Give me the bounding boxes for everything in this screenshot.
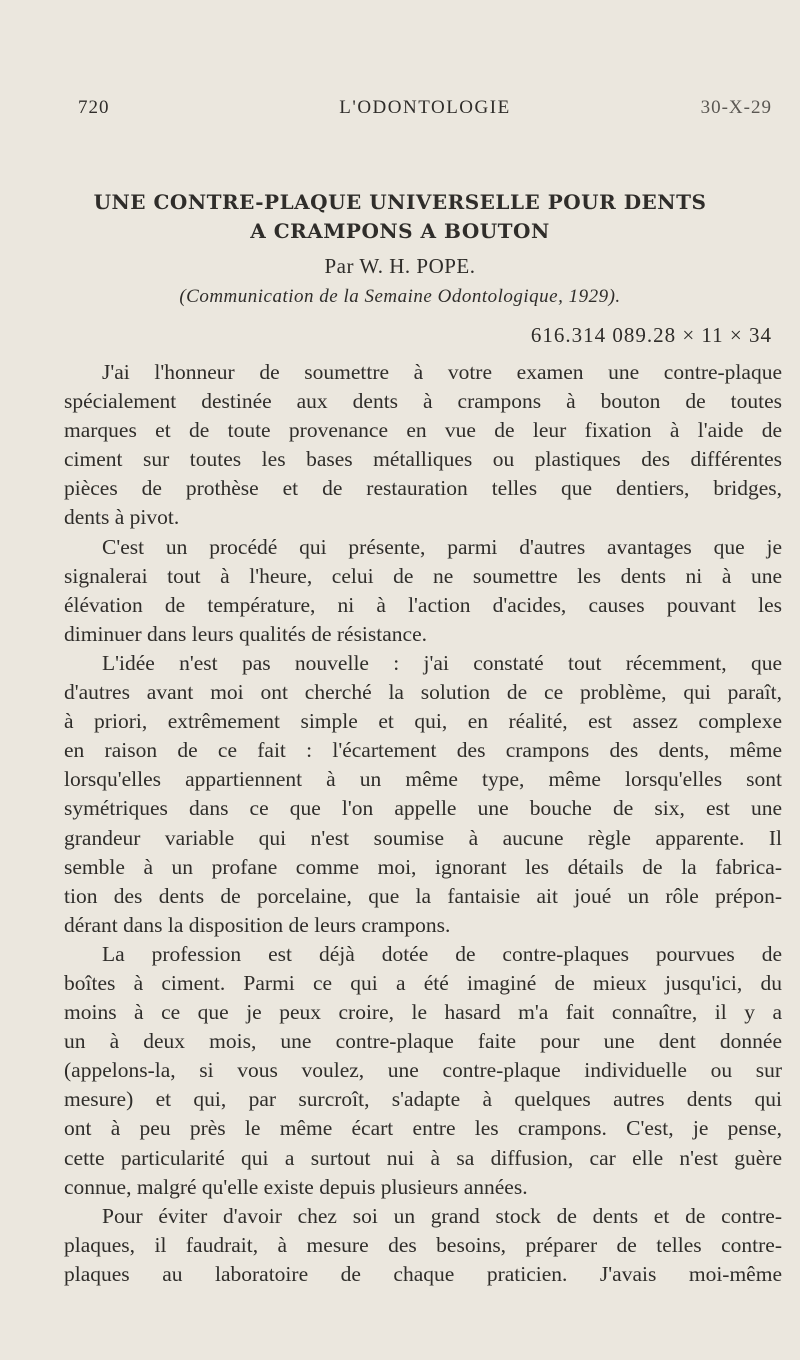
body-line: élévation de température, ni à l'action d'acides, causes pouvant les — [64, 592, 782, 617]
running-header — [78, 97, 772, 123]
body-line: Pour éviter d'avoir chez soi un grand stock de dents et de contre- — [102, 1203, 782, 1228]
communication-note: (Communication de la Semaine Odontologique, 1929). — [179, 286, 621, 307]
body-line: (appelons-la, si vous voulez, une contre-plaque individuelle ou sur — [64, 1058, 782, 1083]
body-line: d'autres avant moi ont cherché la solution de ce problème, qui paraît, — [64, 680, 782, 705]
body-line: C'est un procédé qui présente, parmi d'autres avantages que je — [102, 534, 782, 559]
body-line: un à deux mois, une contre-plaque faite pour une dent donnée — [64, 1029, 782, 1054]
body-line: L'idée n'est pas nouvelle : j'ai constaté tout récemment, que — [102, 650, 782, 675]
title-line-1: UNE CONTRE-PLAQUE UNIVERSELLE POUR DENTS — [93, 190, 707, 214]
body-line: dents à pivot. — [64, 505, 180, 530]
issue-date: 30-X-29 — [700, 97, 772, 118]
article-title — [80, 188, 720, 246]
body-line: marques et de toute provenance en vue de leur fixation à l'aide de — [64, 418, 782, 443]
body-line: symétriques dans ce que l'on appelle une bouche de six, est une — [64, 796, 782, 821]
body-line: signalerai tout à l'heure, celui de ne soumettre les dents ni à une — [64, 563, 782, 588]
classification-code: 616.314 089.28 × 11 × 34 — [530, 323, 772, 347]
body-line: connue, malgré qu'elle existe depuis plusieurs années. — [64, 1174, 528, 1199]
body-line: grandeur variable qui n'est soumise à aucune règle apparente. Il — [64, 825, 782, 850]
body-line: ont à peu près le même écart entre les crampons. C'est, je pense, — [64, 1116, 782, 1141]
body-line: moins à ce que je peux croire, le hasard m'a fait connaître, il y a — [64, 1000, 782, 1025]
journal-title: L'ODONTOLOGIE — [339, 97, 511, 118]
body-line: cette particularité qui a surtout nui à sa diffusion, car elle n'est guère — [64, 1145, 782, 1170]
body-line: pièces de prothèse et de restauration telles que dentiers, bridges, — [64, 476, 782, 501]
body-line: ciment sur toutes les bases métalliques ou plastiques des différentes — [64, 447, 782, 472]
body-line: J'ai l'honneur de soumettre à votre examen une contre-plaque — [102, 360, 782, 384]
page-number: 720 — [78, 97, 110, 118]
body-line: à priori, extrêmement simple et qui, en réalité, est assez complexe — [64, 709, 782, 734]
body-line: lorsqu'elles appartiennent à un même type, même lorsqu'elles sont — [64, 767, 782, 792]
body-line: plaques au laboratoire de chaque praticien. J'avais moi-même — [64, 1261, 782, 1286]
body-line: plaques, il faudrait, à mesure des besoins, préparer de telles contre- — [64, 1232, 782, 1257]
body-line: tion des dents de porcelaine, que la fantaisie ait joué un rôle prépon- — [64, 883, 782, 908]
body-line: diminuer dans leurs qualités de résistance. — [64, 621, 428, 646]
body-line: mesure) et qui, par surcroît, s'adapte à quelques autres dents qui — [64, 1087, 782, 1112]
body-line: spécialement destinée aux dents à crampons à bouton de toutes — [64, 389, 782, 414]
article-body — [64, 358, 782, 1289]
body-line: boîtes à ciment. Parmi ce qui a été imaginé de mieux jusqu'ici, du — [64, 970, 782, 995]
body-line: dérant dans la disposition de leurs crampons. — [64, 912, 451, 937]
body-line: en raison de ce fait : l'écartement des crampons des dents, même — [64, 738, 782, 763]
body-line: La profession est déjà dotée de contre-plaques pourvues de — [102, 941, 782, 966]
title-line-2: A CRAMPONS A BOUTON — [250, 219, 550, 243]
author-line: Par W. H. POPE. — [324, 254, 476, 278]
body-line: semble à un profane comme moi, ignorant les détails de la fabrica- — [64, 854, 782, 879]
